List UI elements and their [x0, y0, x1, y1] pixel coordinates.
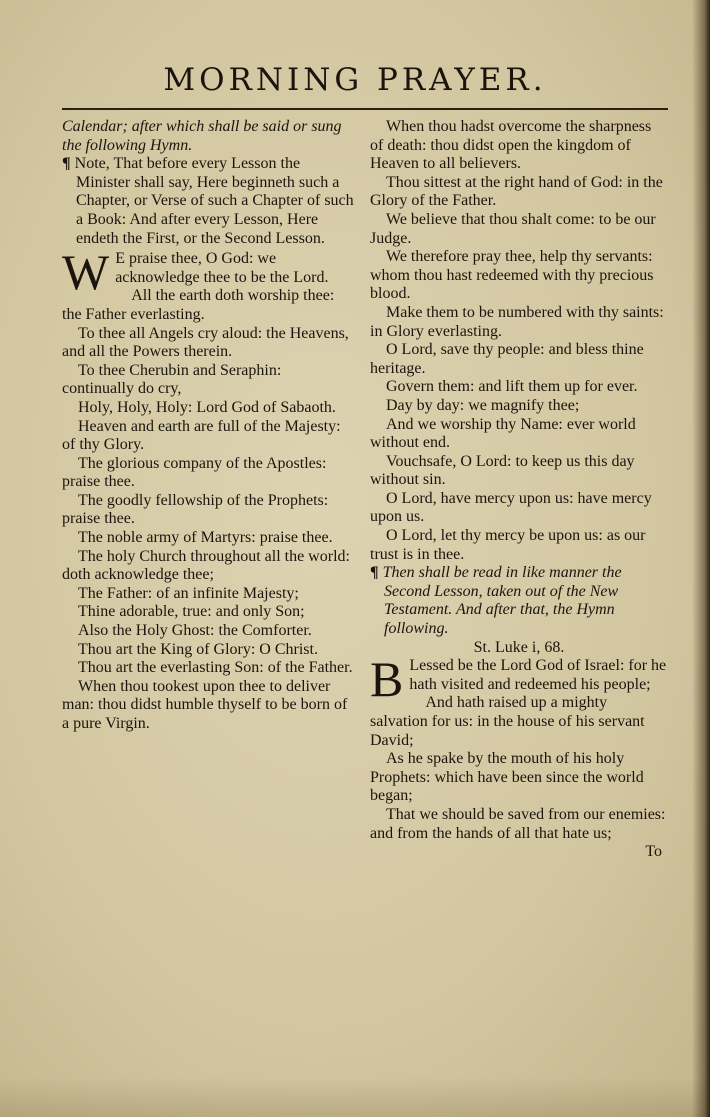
left-column	[62, 118, 356, 734]
verse: O Lord, have mercy upon us: have mercy upon us.	[370, 489, 652, 526]
verse: To thee all Angels cry aloud: the Heavens, and all the Powers therein.	[62, 324, 349, 361]
verse: The goodly fellowship of the Prophets: praise thee.	[62, 491, 329, 528]
paragraph-mark-icon: ¶	[62, 155, 71, 173]
verse: Govern them: and lift them up for ever.	[386, 378, 638, 396]
verse: The glorious company of the Apostles: praise thee.	[62, 454, 327, 491]
benedictus-heading: St. Luke i, 68.	[473, 638, 565, 656]
verse: O Lord, let thy mercy be upon us: as our trust is in thee.	[370, 527, 646, 563]
rubric-calendar: Calendar; after which shall be said or sung the following Hymn.	[62, 118, 342, 154]
verse: Day by day: we magnify thee;	[386, 396, 580, 414]
drop-cap-w: W	[62, 244, 110, 301]
verse: When thou tookest upon thee to deliver man: thou didst humble thyself to be born of a pure Virgin.	[62, 677, 348, 732]
benedictus-opening	[370, 651, 668, 708]
page-title: MORNING PRAYER.	[163, 62, 547, 98]
verse: To thee Cherubin and Seraphin: continually do cry,	[62, 361, 282, 398]
rubric-second-lesson	[370, 564, 668, 638]
rubric-second-lesson-text: Then shall be read in like manner the Second Lesson, taken out of the New Testament. And after that, the Hymn following.	[382, 564, 622, 638]
catchword: To	[645, 843, 662, 861]
drop-cap-b: B	[370, 651, 404, 708]
verse: Thou art the King of Glory: O Christ.	[78, 640, 318, 658]
verse: And hath raised up a mighty salvation for us: in the house of his servant David;	[370, 694, 645, 749]
verse: The noble army of Martyrs: praise thee.	[78, 529, 333, 547]
benedictus-first-verse: Lessed be the Lord God of Israel: for he hath visited and redeemed his people;	[409, 657, 667, 693]
verse: Thine adorable, true: and only Son;	[78, 603, 305, 621]
verse: Thou art the everlasting Son: of the Father.	[78, 659, 353, 677]
verse: Heaven and earth are full of the Majesty: of thy Glory.	[62, 417, 341, 454]
verse: Make them to be numbered with thy saints: in Glory everlasting.	[370, 303, 664, 340]
right-column	[370, 118, 668, 862]
header-rule	[62, 108, 668, 110]
lesson-note-text: Note, That before every Lesson the Minister shall say, Here beginneth such a Chapter, or Verse of such a Chapter of such a Book: And after every Lesson, Here endeth the First, or the Second Lesson.	[74, 155, 354, 247]
verse: Also the Holy Ghost: the Comforter.	[78, 622, 312, 640]
verse: We believe that thou shalt come: to be our Judge.	[370, 210, 656, 247]
verse: Thou sittest at the right hand of God: in the Glory of the Father.	[370, 173, 663, 210]
verse: And we worship thy Name: ever world without end.	[370, 415, 636, 452]
binding-edge	[692, 0, 710, 1117]
te-deum-first-verse: E praise thee, O God: we acknowledge thee to be the Lord.	[115, 250, 329, 286]
lesson-note	[62, 155, 356, 248]
verse: Vouchsafe, O Lord: to keep us this day without sin.	[370, 452, 635, 489]
verse: All the earth doth worship thee: the Father everlasting.	[62, 287, 335, 323]
verse: O Lord, save thy people: and bless thine heritage.	[370, 341, 644, 377]
te-deum-opening	[62, 244, 356, 301]
verse: As he spake by the mouth of his holy Prophets: which have been since the world began;	[370, 750, 644, 805]
verse: That we should be saved from our enemies: and from the hands of all that hate us;	[370, 805, 666, 842]
verse: When thou hadst overcome the sharpness of death: thou didst open the kingdom of Heaven to all believers.	[370, 118, 652, 173]
page-shadow	[0, 1077, 710, 1117]
paragraph-mark-icon: ¶	[370, 564, 379, 582]
verse: We therefore pray thee, help thy servants: whom thou hast redeemed with thy precious blood.	[370, 248, 654, 303]
verse: Holy, Holy, Holy: Lord God of Sabaoth.	[78, 398, 336, 416]
verse: The Father: of an infinite Majesty;	[78, 584, 299, 602]
verse: The holy Church throughout all the world: doth acknowledge thee;	[62, 547, 350, 584]
